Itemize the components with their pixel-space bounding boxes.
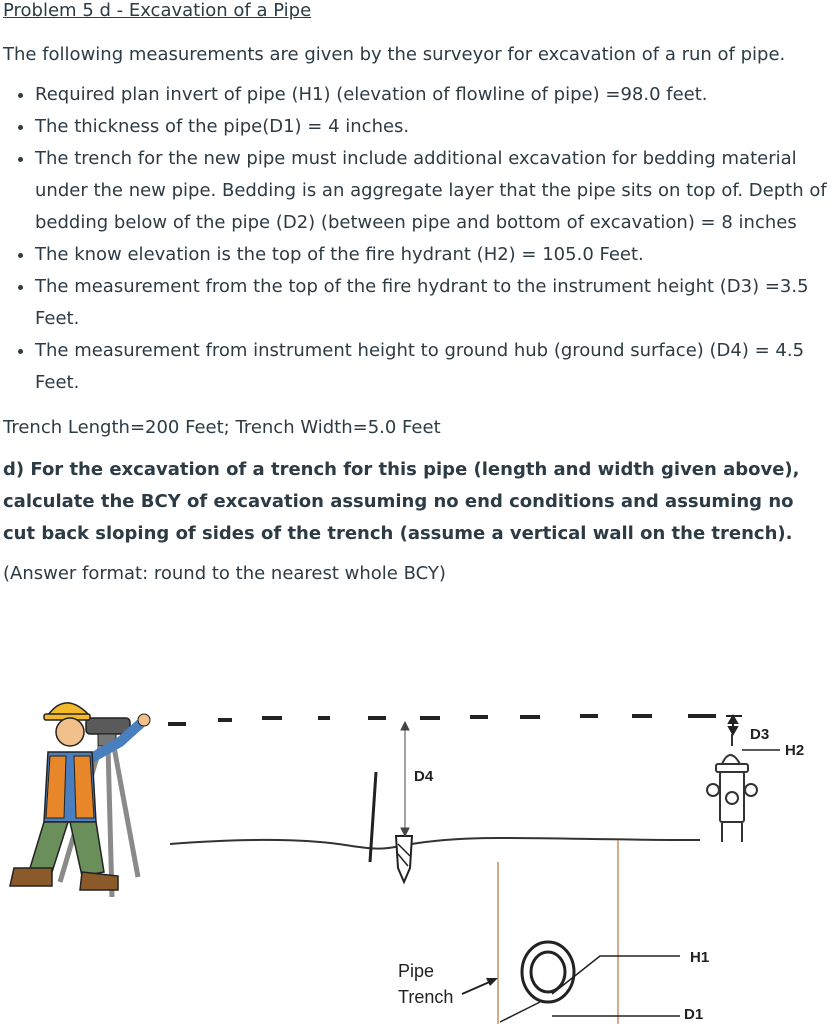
d1-leader xyxy=(500,1002,680,1022)
problem-title: Problem 5 d - Excavation of a Pipe xyxy=(3,0,312,21)
d3-dimension xyxy=(726,716,742,734)
d4-dimension xyxy=(401,722,409,836)
list-item: • The trench for the new pipe must include additional excavation for bedding material under the new pipe. Bedding is an aggregate layer that the pipe sits on top of. Depth of bedding below of the pipe (D2) (between pipe and bottom of excavation) = 8 inches xyxy=(35,143,829,239)
label-trench: Trench xyxy=(398,987,454,1007)
problem-content xyxy=(3,0,829,586)
line-of-sight xyxy=(168,716,716,724)
list-item: • The know elevation is the top of the fire hydrant (H2) = 105.0 Feet. xyxy=(35,239,829,271)
surveyor-figure xyxy=(10,703,150,897)
label-d4: D4 xyxy=(414,768,434,785)
trench-dimensions: Trench Length=200 Feet; Trench Width=5.0 Feet xyxy=(3,417,441,438)
list-item: • Required plan invert of pipe (H1) (elevation of flowline of pipe) =98.0 feet. xyxy=(35,79,829,111)
question-text: d) For the excavation of a trench for this pipe (length and width given above), calculate the BCY of excavation assuming no end conditions and assuming no cut back sloping of sides of the trench (assume a vertical wall on the trench). xyxy=(3,459,800,544)
label-d1: D1 xyxy=(684,1006,704,1023)
answer-format: (Answer format: round to the nearest whole BCY) xyxy=(3,563,446,584)
label-d3: D3 xyxy=(750,726,770,743)
survey-diagram xyxy=(0,672,836,1024)
fire-hydrant xyxy=(707,755,757,842)
label-pipe: Pipe xyxy=(398,961,435,981)
list-item: • The thickness of the pipe(D1) = 4 inches. xyxy=(35,111,829,143)
label-h2: H2 xyxy=(785,742,805,759)
problem-intro: The following measurements are given by the surveyor for excavation of a run of pipe. xyxy=(3,44,786,65)
ground-surface xyxy=(170,838,700,849)
list-item: • The measurement from instrument height to ground hub (ground surface) (D4) = 4.5 Feet. xyxy=(35,335,829,399)
list-item: • The measurement from the top of the fire hydrant to the instrument height (D3) =3.5 Feet. xyxy=(35,271,829,335)
measurement-list xyxy=(3,79,829,399)
pipe-trench-arrow xyxy=(462,978,498,994)
ground-hub xyxy=(396,836,412,882)
pipe-cross-section xyxy=(522,942,574,1002)
label-h1: H1 xyxy=(690,949,710,966)
